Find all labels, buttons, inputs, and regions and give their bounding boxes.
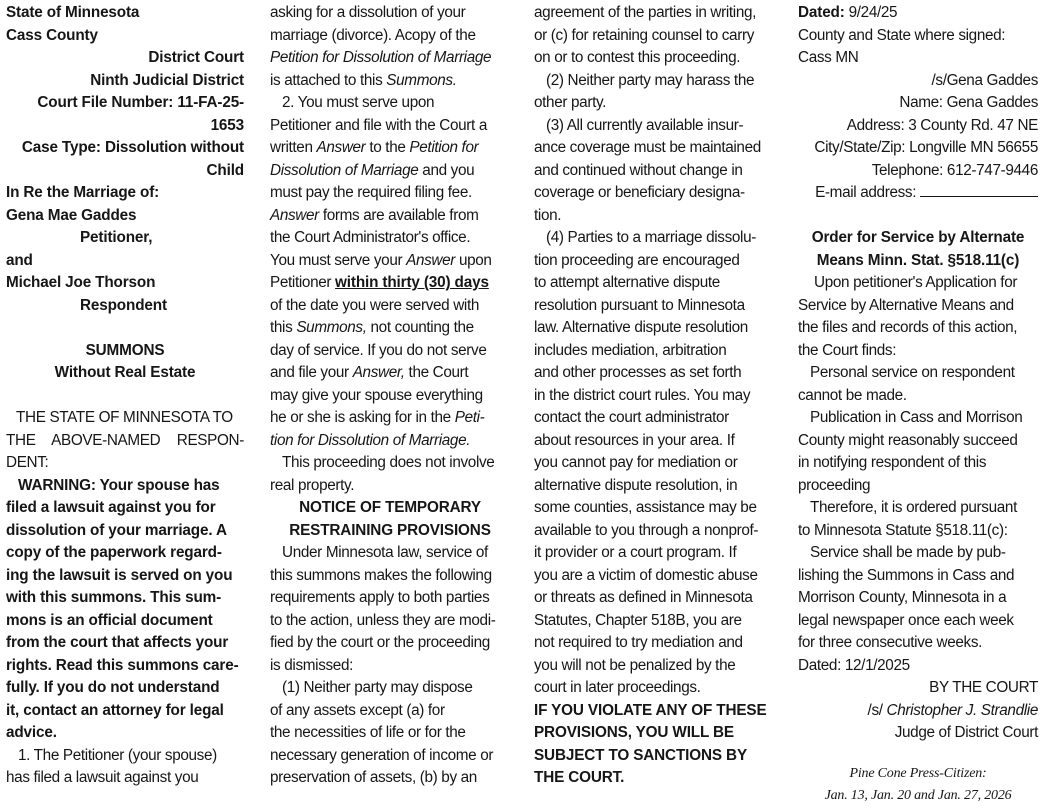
body-line: (2) Neither party may harass the [546,71,755,89]
body-line: about resources in your area. If [534,431,735,449]
body-line: in notifying respondent of this [798,454,987,471]
body-line: 1. The Petitioner (your spouse) [18,746,217,764]
body-line: contact the court administrator [534,409,729,426]
body-line: ance coverage must be maintained [534,139,761,156]
caption-case-type-cont: Child [206,161,244,179]
email-blank-line [920,184,1038,197]
text-run: Summons. [386,71,457,89]
body-line: the Court Administrator's office. [270,229,471,246]
body-line: Petition for Dissolution of Marriage [270,49,492,66]
caption-file-number-cont: 1653 [210,116,244,134]
body-line: available to you through a nonprof- [534,521,759,539]
body-line: lishing the Summons in Cass and [798,566,1015,584]
email-label: E-mail address: [815,184,920,201]
sanctions-warning-line: PROVISIONS, YOU WILL BE [534,724,734,741]
body-line: in the district court rules. You may [534,386,751,404]
warning-line: dissolution of your marriage. A [6,521,227,539]
notice-title: RESTRAINING PROVISIONS [289,521,491,539]
text-run: to the [365,139,410,156]
text-run: Answer [270,206,319,224]
body-line: County might reasonably succeed [798,431,1018,449]
body-line: may give your spouse everything [270,386,483,404]
column-4 [798,2,1038,745]
text-run: and file your [270,364,353,381]
body-line: of the date you were served with [270,296,480,314]
body-line: law. Alternative dispute resolution [534,319,748,336]
summons-subtitle: Without Real Estate [54,364,196,381]
body-line: preservation of assets, (b) by an [270,769,477,786]
body-line: Under Minnesota law, service of [282,544,488,561]
body-line: to attempt alternative dispute [534,274,720,291]
petitioner-email [798,182,1038,205]
body-line: Upon petitioner's Application for [814,274,1018,291]
body-line: court in later proceedings. [534,679,701,696]
body-line: tion proceeding are encouraged [534,251,740,269]
judge-signature [798,700,1038,723]
text-run: Petitioner [270,274,336,291]
caption-county: Cass County [6,26,98,44]
body-line [270,250,510,273]
body-line: and other processes as set forth [534,364,742,381]
petitioner-address: Address: 3 County Rd. 47 NE [846,116,1038,134]
body-line: agreement of the parties in writing, [534,4,757,21]
text-run: Answer [316,139,366,156]
body-line: the Court finds: [798,341,897,359]
body-line [270,160,510,183]
text-run: Dissolution of Marriage [270,161,419,179]
body-line: you are a victim of domestic abuse [534,566,758,584]
warning-line: it, contact an attorney for legal [6,701,224,719]
summons-title: SUMMONS [85,341,165,359]
dated-line [798,2,1038,25]
body-line: Publication in Cass and Morrison [810,409,1023,426]
body-line: of any assets except (a) for [270,701,445,719]
body-line: Morrison County, Minnesota in a [798,589,1007,606]
petitioner-signature: /s/Gena Gaddes [931,71,1038,89]
body-line: real property. [270,476,355,494]
column-2 [270,2,510,790]
body-line: Service shall be made by pub- [810,544,1006,561]
publication-footer [798,763,1038,807]
dated-label: Dated: [798,4,845,21]
body-line [270,272,510,295]
text-run: /s/ [867,701,883,719]
warning-line: fully. If you do not understand [6,679,220,696]
body-line [270,137,510,160]
caption-file-number: Court File Number: 11-FA-25- [37,94,244,111]
body-line: tion. [534,206,562,224]
order-dated: Dated: 12/1/2025 [798,656,910,674]
text-run: the Court [404,364,469,381]
body-line: requirements apply to both parties [270,589,490,606]
text-run: forms are available from [318,206,479,224]
body-line: This proceeding does not involve [282,454,495,471]
body-line: or threats as defined in Minnesota [534,589,753,606]
text-run: he or she is asking for in the [270,409,455,426]
text-run: and you [418,161,475,179]
body-line: Service by Alternative Means and [798,296,1014,314]
publication-name: Pine Cone Press-Citizen: [849,766,987,781]
petitioner-telephone: Telephone: 612-747-9446 [871,161,1038,179]
body-line: cannot be made. [798,386,907,404]
body-line [270,205,510,228]
body-line [270,362,510,385]
body-line: legal newspaper once each week [798,611,1014,629]
caption-respondent-name: Michael Joe Thorson [6,274,156,291]
warning-line: rights. Read this summons care- [6,656,239,674]
caption-petitioner-role: Petitioner, [80,229,153,246]
body-line: alternative dispute resolution, in [534,476,738,494]
petitioner-city: City/State/Zip: Longville MN 56655 [814,139,1038,156]
body-line: (4) Parties to a marriage dissolu- [546,229,756,246]
warning-line: mons is an official document [6,611,213,629]
county-state-value: Cass MN [798,49,859,66]
body-line: for three consecutive weeks. [798,634,983,651]
body-line: you will not be penalized by the [534,656,736,674]
caption-and: and [6,251,33,269]
body-line: on or to contest this proceeding. [534,49,741,66]
sanctions-warning-line: THE COURT. [534,769,625,786]
text-run: Christopher J. Strandlie [882,701,1038,719]
petitioner-name: Name: Gena Gaddes [899,94,1038,111]
order-title: Means Minn. Stat. §518.11(c) [816,251,1020,269]
body-line: DENT: [6,454,49,471]
county-state-label: County and State where signed: [798,26,1006,44]
caption-court: District Court [148,49,244,66]
column-3 [534,2,774,790]
text-run: Summons, [296,319,367,336]
caption-district: Ninth Judicial District [90,71,244,89]
caption-state: State of Minnesota [6,4,140,21]
body-line: THE STATE OF MINNESOTA TO [16,409,233,426]
body-line: and continued without change in [534,161,743,179]
judge-title: Judge of District Court [894,724,1038,741]
warning-line: copy of the paperwork regard- [6,544,222,561]
body-line: other party. [534,94,607,111]
text-run: upon [455,251,492,269]
body-line: 2. You must serve upon [282,94,435,111]
body-line: necessary generation of income or [270,746,494,764]
warning-line: from the court that affects your [6,634,229,651]
by-the-court: BY THE COURT [929,679,1038,696]
body-line: (3) All currently available insur- [546,116,744,134]
body-line [270,317,510,340]
sanctions-warning-line: IF YOU VIOLATE ANY OF THESE [534,701,767,719]
body-line: Personal service on respondent [810,364,1015,381]
warning-line: filed a lawsuit against you for [6,499,216,516]
caption-in-re: In Re the Marriage of: [6,184,160,201]
body-line: you cannot pay for mediation or [534,454,738,471]
body-line: some counties, assistance may be [534,499,757,516]
body-line: to the action, unless they are modi- [270,611,496,629]
warning-line: with this summons. This sum- [6,589,222,606]
body-line: asking for a dissolution of your [270,4,466,21]
body-line: must pay the required filing fee. [270,184,472,201]
sanctions-warning-line: SUBJECT TO SANCTIONS BY [534,746,747,764]
body-line: the files and records of this action, [798,319,1018,336]
warning-line: WARNING: Your spouse has [18,476,220,494]
caption-petitioner-name: Gena Mae Gaddes [6,206,137,224]
warning-line: advice. [6,724,57,741]
notice-title: NOTICE OF TEMPORARY [299,499,481,516]
body-line: Therefore, it is ordered pursuant [810,499,1017,516]
text-run: Petition for [409,139,479,156]
column-1 [6,2,244,790]
body-line [270,70,510,93]
text-run: not counting the [366,319,474,336]
text-run: written [270,139,317,156]
body-line: fied by the court or the proceeding [270,634,490,651]
body-line: (1) Neither party may dispose [282,679,473,696]
spacer [6,317,244,340]
order-title: Order for Service by Alternate [811,229,1025,246]
body-line: THE ABOVE-NAMED RESPON- [6,431,244,449]
body-line: to Minnesota Statute §518.11(c): [798,521,1008,539]
body-line: or (c) for retaining counsel to carry [534,26,754,44]
spacer [6,385,244,408]
text-run: this [270,319,297,336]
body-line: the necessities of life or for the [270,724,466,741]
body-line: proceeding [798,476,871,494]
body-line: Petitioner and file with the Court a [270,116,487,134]
body-line: includes mediation, arbitration [534,341,727,359]
caption-case-type: Case Type: Dissolution without [21,139,244,156]
text-run: Peti- [454,409,485,426]
body-line: this summons makes the following [270,566,492,584]
text-run: You must serve your [270,251,407,269]
body-line [270,407,510,430]
body-line: it provider or a court program. If [534,544,737,561]
body-line: day of service. If you do not serve [270,341,487,359]
body-line: coverage or beneficiary designa- [534,184,745,201]
body-line: has filed a lawsuit against you [6,769,199,786]
text-run: is attached to this [270,71,387,89]
body-line: tion for Dissolution of Marriage. [270,431,471,449]
dated-value: 9/24/25 [844,4,898,21]
body-line: not required to try mediation and [534,634,743,651]
publication-dates: Jan. 13, Jan. 20 and Jan. 27, 2026 [824,788,1012,803]
text-run: Answer, [352,364,405,381]
body-line: Statutes, Chapter 518B, you are [534,611,742,629]
spacer [798,205,1038,228]
body-line: is dismissed: [270,656,354,674]
body-line: resolution pursuant to Minnesota [534,296,745,314]
caption-respondent-role: Respondent [80,296,167,314]
warning-line: ing the lawsuit is served on you [6,566,233,584]
deadline-emphasis: within thirty (30) days [335,274,489,291]
body-line: marriage (divorce). Acopy of the [270,26,476,44]
text-run: Answer [406,251,456,269]
